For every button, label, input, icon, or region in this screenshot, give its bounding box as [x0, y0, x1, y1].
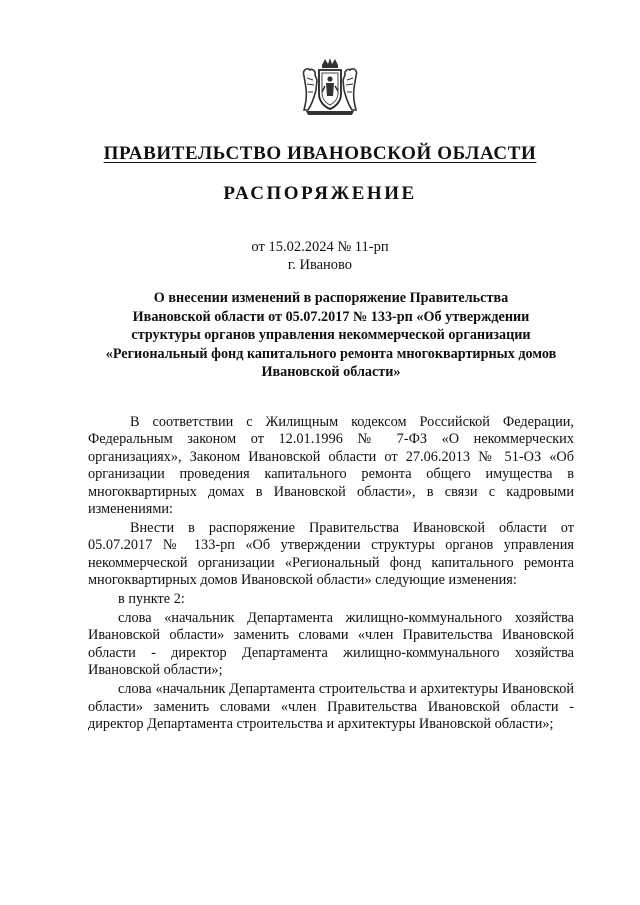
- subject-line: «Региональный фонд капитального ремонта многоквартирных домов: [105, 345, 557, 362]
- body-paragraph: в пункте 2:: [118, 591, 185, 608]
- body-paragraph: слова «начальник Департамента строительства и архитектуры Ивановской области» заменить словами «член Правительства Ивановской области - директор Департамента строительства и архитектуры Ивановской области»;: [88, 681, 574, 732]
- organization-title: [0, 143, 640, 165]
- body-paragraph: Внести в распоряжение Правительства Ивановской области от 05.07.2017 № 133-рп «Об утверждении структуры органов управления некоммерческой организации «Региональный фонд капитального ремонта многоквартирных домов Ивановской области» следующие изменения:: [88, 519, 574, 589]
- document-type: РАСПОРЯЖЕНИЕ: [223, 183, 417, 204]
- subject-line: Ивановской области»: [261, 364, 401, 381]
- body-paragraph: В соответствии с Жилищным кодексом Российской Федерации, Федеральным законом от 12.01.1996 № 7-ФЗ «О некоммерческих организациях», Законом Ивановской области от 27.06.2013 № 51-ОЗ «Об организации проведения капитального ремонта общего имущества в многоквартирных домах в Ивановской области», в связи с кадровыми изменениями:: [88, 414, 574, 518]
- document-meta: [0, 238, 640, 274]
- subject-line: Ивановской области от 05.07.2017 № 133-рп «Об утверждении: [132, 308, 530, 325]
- document-body: [88, 414, 574, 735]
- date-number: от 15.02.2024 № 11-рп: [251, 239, 389, 255]
- coat-of-arms-icon: [298, 56, 362, 118]
- subject-line: О внесении изменений в распоряжение Правительства: [153, 290, 509, 306]
- subject-line: структуры органов управления некоммерческой организации: [131, 327, 531, 344]
- body-paragraph: слова «начальник Департамента жилищно-коммунального хозяйства Ивановской области» заменить словами «член Правительства Ивановской области - директор Департамента жилищно-коммунального хозяйства Ивановской области»;: [88, 609, 574, 679]
- city: г. Иваново: [287, 257, 353, 273]
- organization-name: ПРАВИТЕЛЬСТВО ИВАНОВСКОЙ ОБЛАСТИ: [103, 143, 537, 164]
- document-subject: [88, 289, 574, 382]
